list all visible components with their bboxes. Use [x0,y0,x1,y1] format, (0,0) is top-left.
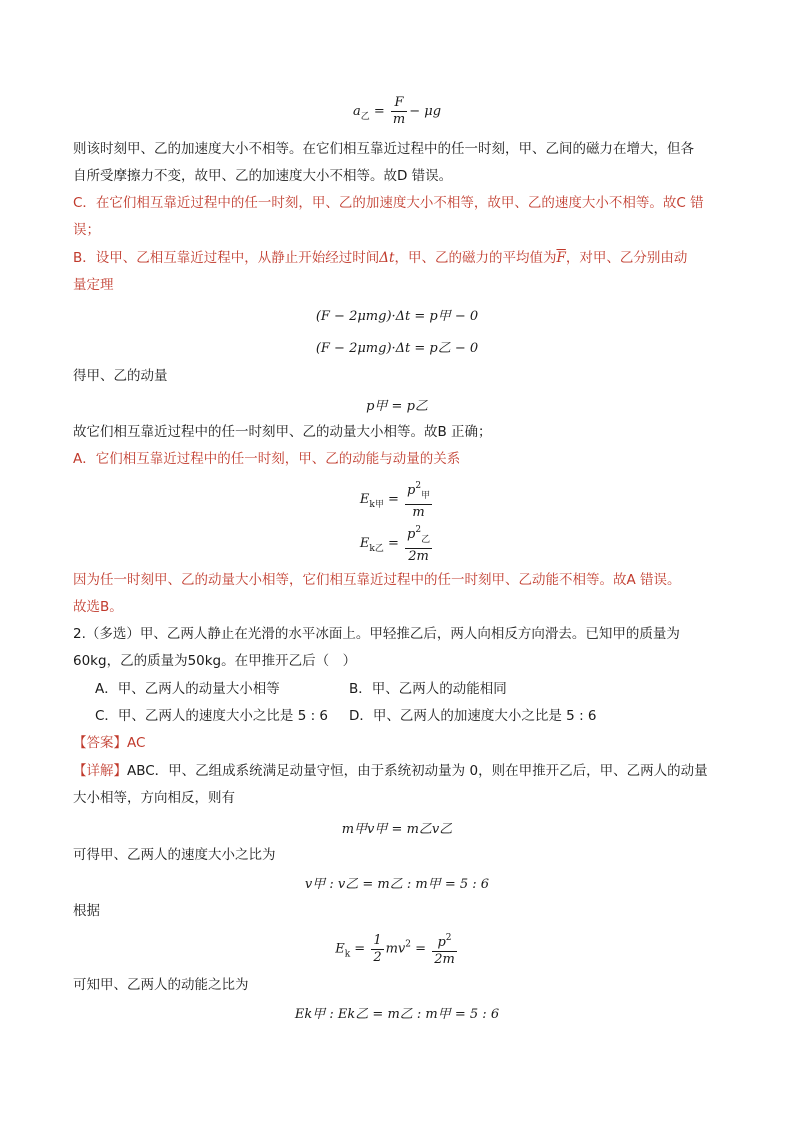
paragraph: 因为任一时刻甲、乙的动量大小相等，它们相互靠近过程中的任一时刻甲、乙动能不相等。故A 错误。 [73,572,681,588]
eq-term: mv [385,941,406,957]
equation-momentum-equal: p甲 = p乙 [366,399,428,414]
fraction-numerator [405,522,432,549]
text-run: ，对甲、乙分别由动 [565,250,688,266]
fraction [405,478,432,521]
fraction-denominator: 2 [373,949,382,965]
equation-velocity-ratio: v甲 : v乙 = m乙 : m甲 = 5 : 6 [304,877,490,892]
eq-superscript: 2 [415,481,422,491]
fraction-numerator [432,930,457,952]
fraction [432,930,457,968]
equation-ek-jia: $E_{k甲}$ = $\frac{p^2_甲}{m}$ [0,478,794,521]
fraction [391,95,407,128]
eq-symbol: a [352,104,361,119]
equation-momentum-conservation: m甲v甲 = m乙v乙 [341,822,453,837]
detail-tag: 【详解】 [73,763,127,779]
fraction [371,933,383,966]
eq-superscript: 2 [405,939,412,950]
paragraph: 得甲、乙的动量 [73,368,168,384]
eq-subscript: k乙 [369,544,384,554]
paragraph: 根据 [73,903,100,919]
fraction [405,522,432,565]
answer-tag: 【答案】 [73,735,127,751]
text-run: ABC．甲、乙组成系统满足动量守恒，由于系统初动量为 0，则在甲推开乙后，甲、乙两人的动量 [127,763,708,779]
math-symbol: Δt [379,250,395,266]
paragraph: C．在它们相互靠近过程中的任一时刻，甲、乙的加速度大小不相等，故甲、乙的速度大小不相等。故C 错 [73,195,704,211]
equation-impulse-2: (F − 2μmg)·Δt = p乙 − 0 [315,341,479,356]
paragraph: 可得甲、乙两人的速度大小之比为 [73,847,276,863]
paragraph: 自所受摩擦力不变，故甲、乙的加速度大小不相等。故D 错误。 [73,168,453,184]
eq-subscript: 乙 [360,112,370,122]
paragraph: 量定理 [73,277,114,293]
fraction-denominator: 2m [408,549,429,564]
equation-impulse-1: (F − 2μmg)·Δt = p甲 − 0 [315,309,479,324]
text-run: B．设甲、乙相互靠近过程中，从静止开始经过时间 [73,250,380,266]
fraction-numerator: 1 [373,932,382,948]
equation-kinetic-energy: $E_k$ = $\frac{1}{2}$ $mv^2$ = $\frac{p^2}{2m}$ [0,930,794,968]
eq-symbol: E [335,941,345,957]
eq-tail: − μg [409,104,442,119]
option-a: A．甲、乙两人的动量大小相等 [95,681,280,697]
eq-superscript: 2 [445,933,452,943]
eq-subscript: 乙 [421,535,431,545]
eq-symbol: E [359,492,370,507]
eq-symbol: p [407,527,416,542]
detail-line [73,761,708,781]
equation-ek-yi: $E_{k乙}$ = $\frac{p^2_乙}{2m}$ [0,522,794,565]
eq-symbol: p [437,935,446,950]
eq-subscript: 甲 [421,491,431,501]
paragraph: 则该时刻甲、乙的加速度大小不相等。在它们相互靠近过程中的任一时刻，甲、乙间的磁力在增大，但各 [73,141,694,157]
eq-subscript: k [344,949,351,960]
eq-superscript: 2 [415,525,422,535]
fraction-numerator [405,478,432,505]
fraction-numerator: F [391,95,407,112]
fraction-denominator: 2m [434,952,455,967]
equation-acceleration: $a_乙$ = $\frac{F}{m}$ − μg [352,95,442,127]
paragraph: A．它们相互靠近过程中的任一时刻，甲、乙的动能与动量的关系 [73,451,461,467]
fraction-denominator: m [392,112,406,127]
option-c: C．甲、乙两人的速度大小之比是 5 : 6 [95,708,329,724]
answer-line [73,733,145,753]
fraction-denominator: m [412,505,425,520]
equation-ke-ratio: Ek甲 : Ek乙 = m乙 : m甲 = 5 : 6 [294,1007,500,1022]
paragraph: 大小相等，方向相反，则有 [73,790,235,806]
eq-subscript: k甲 [369,500,384,510]
eq-symbol: p [407,483,416,498]
text-run: ，甲、乙的磁力的平均值为 [394,250,557,266]
paragraph [73,248,687,268]
math-symbol: $\overline{F}$ [556,250,566,266]
question-stem: 2.（多选）甲、乙两人静止在光滑的水平冰面上。甲轻推乙后，两人向相反方向滑去。已知甲的质量为 [73,626,680,642]
eq-symbol: E [359,536,370,551]
paragraph: 可知甲、乙两人的动能之比为 [73,977,249,993]
paragraph: 故它们相互靠近过程中的任一时刻甲、乙的动量大小相等。故B 正确； [73,424,492,440]
option-d: D．甲、乙两人的加速度大小之比是 5 : 6 [349,708,597,724]
question-stem: 60kg，乙的质量为50kg。在甲推开乙后（ ） [73,653,357,669]
paragraph: 故选B。 [73,599,123,615]
option-b: B．甲、乙两人的动能相同 [349,681,507,697]
answer-value: AC [127,735,146,751]
paragraph: 误； [73,222,100,238]
